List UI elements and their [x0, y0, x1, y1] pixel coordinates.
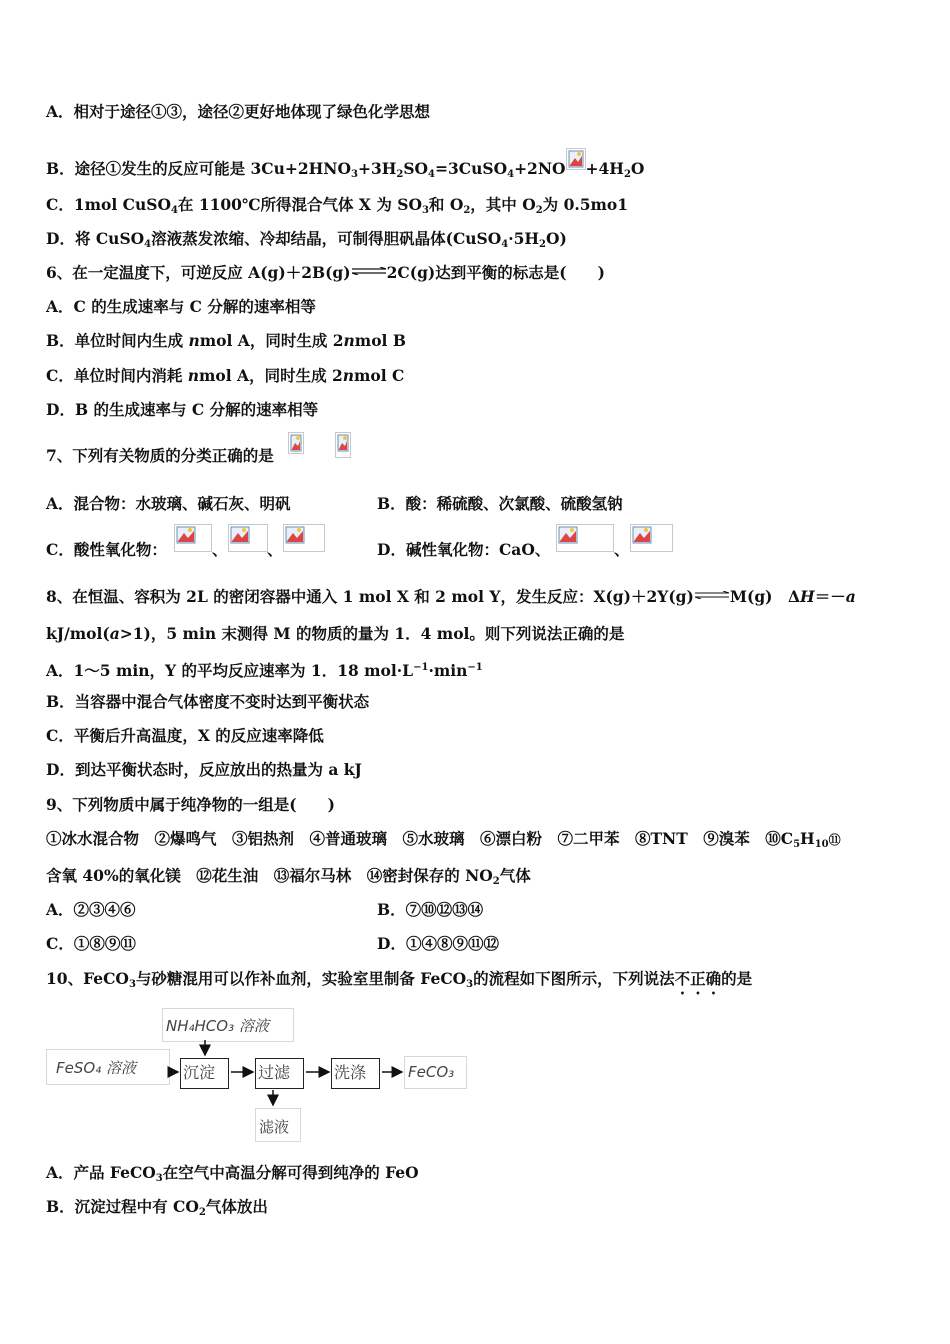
- q10-option-b: B．沉淀过程中有 $CO_2$气体放出: [46, 1197, 268, 1218]
- q6-option-a: A．C 的生成速率与 C 分解的速率相等: [46, 297, 316, 316]
- q7-option-c: C．酸性氧化物：: [46, 540, 167, 559]
- q8-option-d: D．到达平衡状态时，反应放出的热量为 a kJ: [46, 760, 362, 779]
- q7-option-a: A．混合物：水玻璃、碱石灰、明矾: [46, 494, 291, 513]
- q6-option-d: D．B 的生成速率与 C 分解的速率相等: [46, 400, 319, 419]
- feso4-label: FeSO₄ 溶液: [56, 1059, 136, 1077]
- q6-stem: 6、在一定温度下，可逆反应 A(g)＋2B(g) 2C(g)达到平衡的标志是( ): [46, 263, 605, 282]
- q7-option-b: B．酸：稀硫酸、次氯酸、硫酸氢钠: [377, 494, 623, 513]
- filtrate-label: 滤液: [259, 1118, 290, 1136]
- q5-option-d: D．将 CuSO$_4$溶液蒸发浓缩、冷却结晶，可制得胆矾晶体$(CuSO_4\cdot 5H_2O)$: [46, 229, 567, 250]
- nh4hco3-label: NH₄HCO₃ 溶液: [166, 1017, 269, 1035]
- q8-option-c: C．平衡后升高温度，X 的反应速率降低: [46, 726, 324, 745]
- q7-stem: 7、下列有关物质的分类正确的是: [46, 446, 274, 465]
- q8-stem-line1: 8、在恒温、容积为 2L 的密闭容器中通入 1 mol X 和 2 mol Y，发生反应：X(g)＋2Y(g) M(g) ΔH＝－a: [46, 587, 856, 606]
- q9-stem: 9、下列物质中属于纯净物的一组是( ): [46, 795, 335, 814]
- q9-option-b: B．⑦⑩⑫⑬⑭: [377, 900, 484, 919]
- step-filter: 过滤: [255, 1058, 304, 1089]
- separator: 、: [212, 540, 228, 559]
- step-wash: 洗涤: [331, 1058, 380, 1089]
- feco3-label: FeCO₃: [408, 1063, 455, 1081]
- q8-stem-line2: kJ/mol(a>1)，5 min 末测得 M 的物质的量为 1．4 mol。则下列说法正确的是: [46, 624, 625, 643]
- separator: 、: [614, 540, 630, 559]
- q9-option-d: D．①④⑧⑨⑪⑫: [377, 934, 499, 953]
- q7-option-d: D．碱性氧化物：CaO、: [377, 540, 551, 559]
- q10-option-a: A．产品 FeCO$_3$在空气中高温分解可得到纯净的 FeO: [46, 1163, 419, 1184]
- q9-option-a: A．②③④⑥: [46, 900, 136, 919]
- separator: 、: [267, 540, 283, 559]
- q5-option-b: B．途径①发生的反应可能是 $3Cu+2HNO_3+3H_2SO_4=3CuSO_4+2NO$ $+4H_2O$: [46, 148, 644, 185]
- q8-option-b: B．当容器中混合气体密度不变时达到平衡状态: [46, 692, 370, 711]
- q6-option-b: B．单位时间内生成 nmol A，同时生成 2nmol B: [46, 331, 406, 350]
- q8-option-a: A．1～5 min，Y 的平均反应速率为 1．18 $mol\cdot L^{-1}\cdot\min^{-1}$: [46, 661, 483, 680]
- q5-option-c: C．1mol CuSO$_4$在 1100℃所得混合气体 X 为 $SO_3$和 $O_2$，其中 $O_2$为 0.5mo1: [46, 195, 629, 216]
- q10-stem: 10、FeCO$_3$与砂糖混用可以作补血剂，实验室里制备 FeCO$_3$的流程如下图所示，下列说法不正确的是: [46, 969, 753, 990]
- q9-list-line1: ①冰水混合物 ②爆鸣气 ③铝热剂 ④普通玻璃 ⑤水玻璃 ⑥漂白粉 ⑦二甲苯 ⑧TNT ⑨溴苯 $⑩C_5H_{10}⑪$: [46, 829, 841, 850]
- q9-list-line2: 含氧 40%的氧化镁 ⑫花生油 ⑬福尔马林 ⑭密封保存的 $NO_2$气体: [46, 866, 531, 887]
- q9-option-c: C．①⑧⑨⑪: [46, 934, 136, 953]
- q6-option-c: C．单位时间内消耗 nmol A，同时生成 2nmol C: [46, 366, 405, 385]
- step-precipitate: 沉淀: [180, 1058, 229, 1089]
- q5-option-a: A．相对于途径①③，途径②更好地体现了绿色化学思想: [46, 102, 431, 121]
